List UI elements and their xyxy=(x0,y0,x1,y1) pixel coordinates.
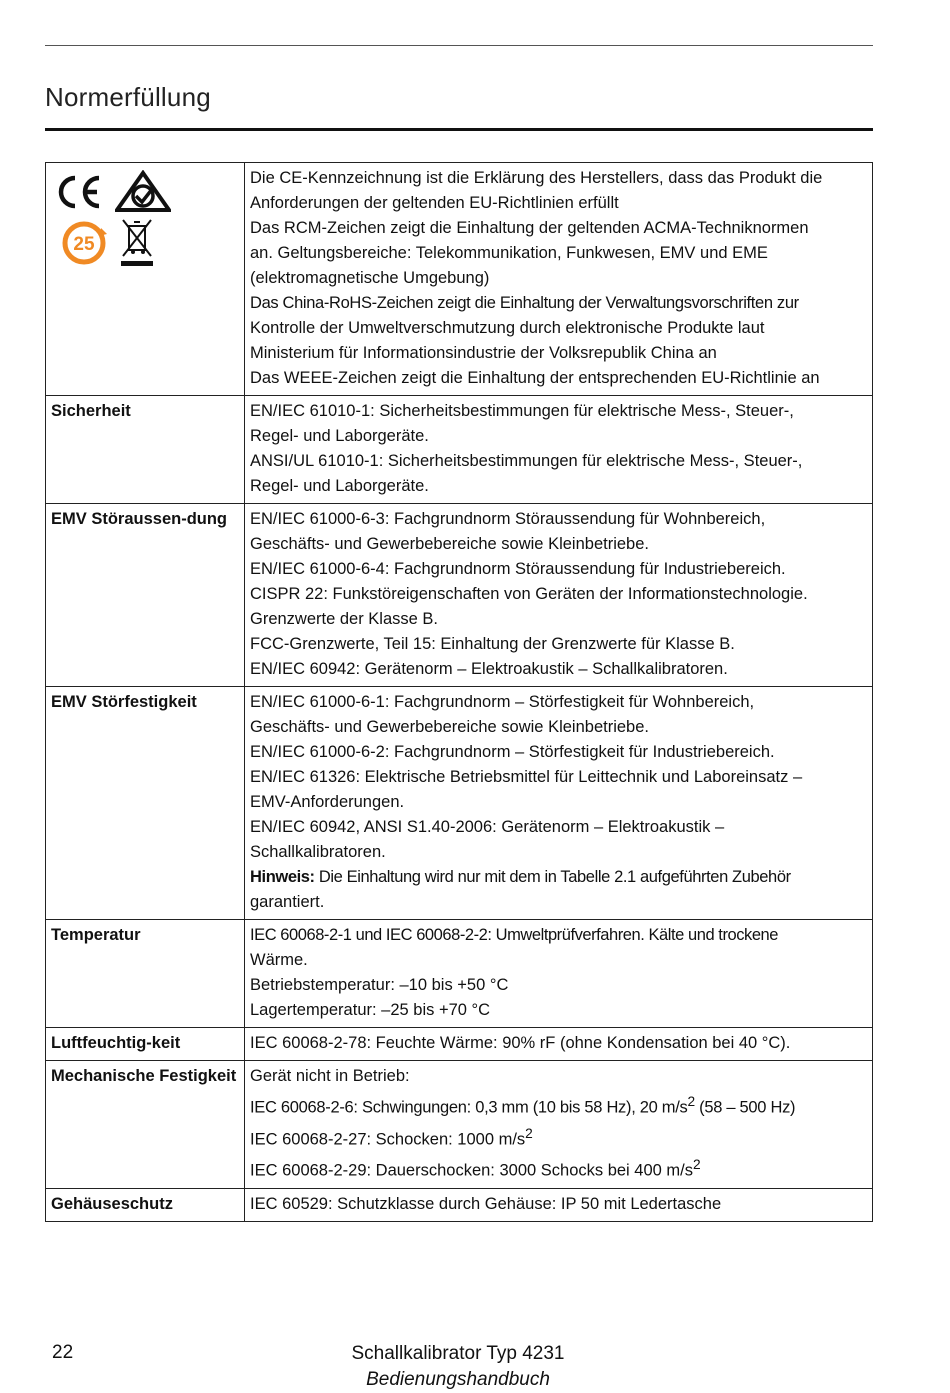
row-label: Gehäuseschutz xyxy=(46,1188,245,1221)
text-line: EN/IEC 60942, ANSI S1.40-2006: Gerätenorm – Elektroakustik – xyxy=(250,818,725,836)
compliance-table xyxy=(45,162,873,1222)
text-line: Regel- und Laborgeräte. xyxy=(250,427,429,445)
china-rohs-25-icon xyxy=(57,220,111,266)
text-segment: IEC 60068-2-29: Dauerschocken: 3000 Schocks bei 400 m/s xyxy=(250,1161,694,1180)
text-line xyxy=(250,1089,867,1121)
text-line: Wärme. xyxy=(250,951,308,969)
text-line: EN/IEC 61326: Elektrische Betriebsmittel für Leittechnik und Laboreinsatz – xyxy=(250,768,803,786)
text-line: Das WEEE-Zeichen zeigt die Einhaltung der entsprechenden EU-Richtlinie an xyxy=(250,369,820,387)
text-line: EMV-Anforderungen. xyxy=(250,793,405,811)
compliance-marks xyxy=(51,166,239,266)
text-line: Geschäfts- und Gewerbebereiche sowie Kleinbetriebe. xyxy=(250,535,649,553)
table-row xyxy=(46,396,873,504)
text-line: an. Geltungsbereiche: Telekommunikation, Funkwesen, EMV und EME xyxy=(250,244,768,262)
text-line: EN/IEC 61000-6-4: Fachgrundnorm Störaussendung für Industriebereich. xyxy=(250,560,786,578)
row-label: Luftfeuchtig-keit xyxy=(46,1028,245,1061)
text-line: Gerät nicht in Betrieb: xyxy=(250,1067,410,1085)
text-line: Lagertemperatur: –25 bis +70 °C xyxy=(250,1001,491,1019)
marks-cell xyxy=(46,163,245,396)
text-line: EN/IEC 61000-6-2: Fachgrundnorm – Störfestigkeit für Industriebereich. xyxy=(250,743,775,761)
row-content xyxy=(245,504,873,687)
text-line: EN/IEC 60942: Gerätenorm – Elektroakustik – Schallkalibratoren. xyxy=(250,660,728,678)
hint-line xyxy=(250,865,867,890)
superscript: 2 xyxy=(693,1157,701,1172)
footer xyxy=(258,1341,658,1393)
marks-description xyxy=(245,163,873,396)
title-rule xyxy=(45,128,873,131)
row-content xyxy=(245,1061,873,1189)
text-line: Geschäfts- und Gewerbebereiche sowie Kleinbetriebe. xyxy=(250,718,649,736)
hint-text: Die Einhaltung wird nur mit dem in Tabelle 2.1 aufgeführten Zubehör xyxy=(314,868,791,886)
text-line: EN/IEC 61000-6-3: Fachgrundnorm Störaussendung für Wohnbereich, xyxy=(250,510,766,528)
row-label: EMV Störaussen-dung xyxy=(46,504,245,687)
text-line: Das RCM-Zeichen zeigt die Einhaltung der geltenden ACMA-Techniknormen xyxy=(250,219,809,237)
text-line: CISPR 22: Funkstöreigenschaften von Geräten der Informationstechnologie. xyxy=(250,585,808,603)
text-line xyxy=(250,1121,867,1153)
text-line: Betriebstemperatur: –10 bis +50 °C xyxy=(250,976,509,994)
text-line: Anforderungen der geltenden EU-Richtlinien erfüllt xyxy=(250,194,619,212)
text-line xyxy=(250,1152,867,1184)
text-line: (elektromagnetische Umgebung) xyxy=(250,269,490,287)
text-line: Grenzwerte der Klasse B. xyxy=(250,610,438,628)
text-line: EN/IEC 61000-6-1: Fachgrundnorm – Störfestigkeit für Wohnbereich, xyxy=(250,693,755,711)
text-line: IEC 60068-2-78: Feuchte Wärme: 90% rF (ohne Kondensation bei 40 °C). xyxy=(250,1034,791,1052)
text-line: IEC 60529: Schutzklasse durch Gehäuse: IP 50 mit Ledertasche xyxy=(250,1194,722,1213)
table-row xyxy=(46,920,873,1028)
table-row xyxy=(46,1188,873,1221)
text-segment: IEC 60068-2-27: Schocken: 1000 m/s xyxy=(250,1130,526,1148)
row-label: Temperatur xyxy=(46,920,245,1028)
page-title: Normerfüllung xyxy=(45,82,211,112)
text-line: IEC 60068-2-1 und IEC 60068-2-2: Umweltprüfverfahren. Kälte und trockene xyxy=(250,926,778,944)
text-line: Die CE-Kennzeichnung ist die Erklärung des Herstellers, dass das Produkt die xyxy=(250,169,823,187)
rcm-mark-icon xyxy=(115,170,171,214)
table-row xyxy=(46,163,873,396)
text-line: ANSI/UL 61010-1: Sicherheitsbestimmungen für elektrische Mess-, Steuer-, xyxy=(250,452,803,470)
row-content xyxy=(245,396,873,504)
text-line: Ministerium für Informationsindustrie der Volksrepublik China an xyxy=(250,344,717,362)
table-row xyxy=(46,504,873,687)
footer-title: Schallkalibrator Typ 4231 xyxy=(351,1343,565,1364)
text-line: FCC-Grenzwerte, Teil 15: Einhaltung der Grenzwerte für Klasse B. xyxy=(250,635,735,653)
superscript: 2 xyxy=(687,1094,695,1109)
row-label: EMV Störfestigkeit xyxy=(46,687,245,920)
text-line: garantiert. xyxy=(250,893,325,911)
table-row xyxy=(46,687,873,920)
row-content xyxy=(245,687,873,920)
text-segment: (58 – 500 Hz) xyxy=(694,1098,796,1117)
table-row xyxy=(46,1061,873,1189)
weee-crossed-bin-icon xyxy=(119,216,155,270)
top-rule xyxy=(45,45,873,46)
text-line: EN/IEC 61010-1: Sicherheitsbestimmungen für elektrische Mess-, Steuer-, xyxy=(250,402,794,420)
footer-subtitle: Bedienungshandbuch xyxy=(366,1369,550,1390)
page-number: 22 xyxy=(52,1342,74,1363)
text-line: Regel- und Laborgeräte. xyxy=(250,477,429,495)
row-label: Mechanische Festigkeit xyxy=(46,1061,245,1189)
text-segment: IEC 60068-2-6: Schwingungen: 0,3 mm (10 bis 58 Hz), 20 m/s xyxy=(250,1098,688,1117)
svg-text:25: 25 xyxy=(73,234,95,255)
row-content xyxy=(245,1028,873,1061)
text-line: Kontrolle der Umweltverschmutzung durch elektronische Produkte laut xyxy=(250,319,765,337)
row-content xyxy=(245,920,873,1028)
row-label: Sicherheit xyxy=(46,396,245,504)
text-line: Schallkalibratoren. xyxy=(250,843,386,861)
hint-label: Hinweis: xyxy=(250,868,315,886)
text-line: Das China-RoHS-Zeichen zeigt die Einhaltung der Verwaltungsvorschriften zur xyxy=(250,294,799,312)
table-row xyxy=(46,1028,873,1061)
superscript: 2 xyxy=(525,1125,533,1141)
ce-mark-icon xyxy=(55,174,105,210)
row-content xyxy=(245,1188,873,1221)
